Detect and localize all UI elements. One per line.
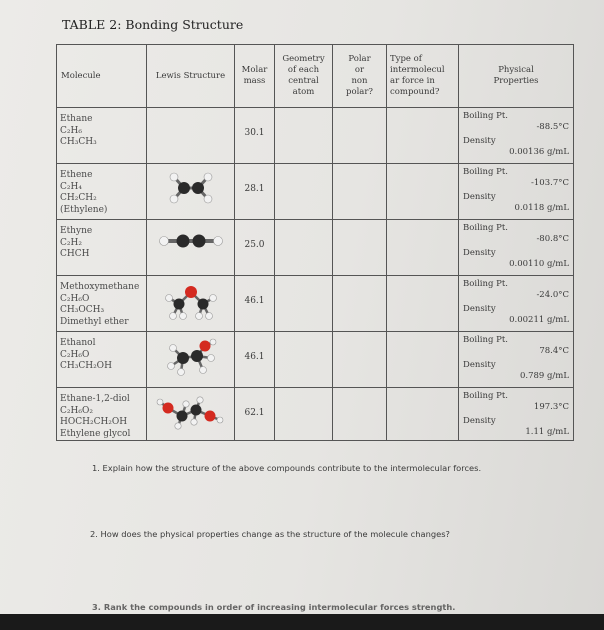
table-row	[57, 220, 574, 276]
lewis-cell[interactable]	[147, 164, 235, 220]
header-molecule: Molecule	[57, 45, 147, 108]
molecule-cell: Ethyne C₂H₂ CHCH	[57, 220, 147, 276]
question-3: 3. Rank the compounds in order of increasing intermolecular forces strength.	[92, 602, 456, 612]
ethanol-model-icon	[165, 338, 217, 378]
molar-mass-cell: 62.1	[235, 388, 275, 441]
force-cell[interactable]	[387, 276, 459, 332]
polarity-cell[interactable]	[333, 388, 387, 441]
geometry-cell[interactable]	[275, 332, 333, 388]
ethyne-model-icon	[156, 226, 226, 256]
polarity-cell[interactable]	[333, 276, 387, 332]
lewis-cell[interactable]	[147, 108, 235, 164]
header-lewis: Lewis Structure	[147, 45, 235, 108]
polarity-cell[interactable]	[333, 108, 387, 164]
lewis-cell[interactable]	[147, 388, 235, 441]
force-cell[interactable]	[387, 164, 459, 220]
geometry-cell[interactable]	[275, 220, 333, 276]
lewis-cell[interactable]	[147, 220, 235, 276]
table-row	[57, 276, 574, 332]
geometry-cell[interactable]	[275, 164, 333, 220]
geometry-cell[interactable]	[275, 276, 333, 332]
bonding-table	[56, 44, 574, 441]
header-polarity: Polar or non polar?	[333, 45, 387, 108]
properties-cell: Boiling Pt. 78.4°C Density 0.789 g/mL	[459, 332, 574, 388]
table-title: TABLE 2: Bonding Structure	[62, 17, 244, 32]
molar-mass-cell: 46.1	[235, 332, 275, 388]
ethene-model-icon	[166, 170, 216, 206]
header-row	[57, 45, 574, 108]
geometry-cell[interactable]	[275, 108, 333, 164]
polarity-cell[interactable]	[333, 164, 387, 220]
polarity-cell[interactable]	[333, 332, 387, 388]
header-physical: Physical Properties	[459, 45, 574, 108]
table-row	[57, 332, 574, 388]
molecule-cell: Ethanol C₂H₆O CH₃CH₂OH	[57, 332, 147, 388]
lewis-cell[interactable]	[147, 332, 235, 388]
dimethyl-ether-model-icon	[165, 282, 217, 322]
lewis-cell[interactable]	[147, 276, 235, 332]
force-cell[interactable]	[387, 108, 459, 164]
molecule-cell: Methoxymethane C₂H₆O CH₃OCH₃ Dimethyl ether	[57, 276, 147, 332]
properties-cell: Boiling Pt. -103.7°C Density 0.0118 g/mL	[459, 164, 574, 220]
question-2: 2. How does the physical properties change as the structure of the molecule changes?	[90, 529, 450, 539]
molar-mass-cell: 30.1	[235, 108, 275, 164]
force-cell[interactable]	[387, 220, 459, 276]
header-geometry: Geometry of each central atom	[275, 45, 333, 108]
geometry-cell[interactable]	[275, 388, 333, 441]
molar-mass-cell: 25.0	[235, 220, 275, 276]
properties-cell: Boiling Pt. -24.0°C Density 0.00211 g/mL	[459, 276, 574, 332]
question-1: 1. Explain how the structure of the above compounds contribute to the intermolecular forces.	[92, 463, 482, 473]
force-cell[interactable]	[387, 332, 459, 388]
molecule-cell: Ethene C₂H₄ CH₂CH₂ (Ethylene)	[57, 164, 147, 220]
table-row	[57, 388, 574, 441]
ethylene-glycol-model-icon	[156, 394, 226, 430]
polarity-cell[interactable]	[333, 220, 387, 276]
screen-bottom-edge	[0, 614, 604, 630]
molecule-cell: Ethane C₂H₆ CH₃CH₃	[57, 108, 147, 164]
table-row	[57, 164, 574, 220]
properties-cell: Boiling Pt. 197.3°C Density 1.11 g/mL	[459, 388, 574, 441]
header-force-type: Type of intermolecul ar force in compound?	[387, 45, 459, 108]
properties-cell: Boiling Pt. -88.5°C Density 0.00136 g/mL	[459, 108, 574, 164]
force-cell[interactable]	[387, 388, 459, 441]
header-molar-mass: Molar mass	[235, 45, 275, 108]
molecule-cell: Ethane-1,2-diol C₂H₆O₂ HOCH₂CH₂OH Ethylene glycol	[57, 388, 147, 441]
table-row	[57, 108, 574, 164]
molar-mass-cell: 28.1	[235, 164, 275, 220]
properties-cell: Boiling Pt. -80.8°C Density 0.00110 g/mL	[459, 220, 574, 276]
molar-mass-cell: 46.1	[235, 276, 275, 332]
